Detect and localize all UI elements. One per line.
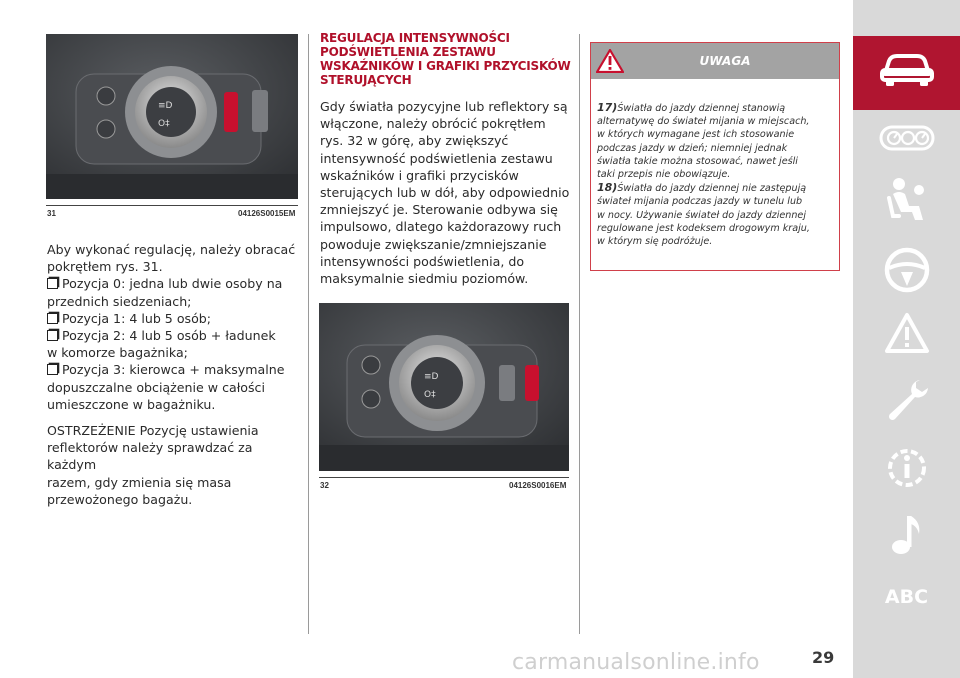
chapter-tab-index[interactable]: ABC — [884, 586, 929, 608]
figure-31-code: 04126S0015EM — [238, 209, 296, 218]
warning-note-line: przewożonego bagażu. — [47, 491, 193, 507]
column-divider-left — [308, 34, 309, 634]
column-divider-right — [579, 34, 580, 634]
list-item: Pozycja 0: jedna lub dwie osoby na — [47, 275, 305, 292]
svg-text:O‡: O‡ — [424, 390, 436, 400]
figure-32-caption-rule — [319, 477, 569, 478]
list-item-continuation: w komorze bagażnika; — [47, 345, 188, 361]
note-number: 17) — [597, 101, 618, 114]
warning-note-line: razem, gdy zmienia się masa — [47, 474, 232, 490]
section-body-text: Gdy światła pozycyjne lub reflektory są włączone, należy obrócić pokrętłem rys. 32 w górę, aby zwiększyć intensywność podświetlenia zestawu wskaźników i grafiki przycisków sterujących lub w dół, aby odpowiednio zmniejszyć je. Sterowanie odbywa się impulsowo, dlatego każdorazowy ruch powoduje zwiększanie/zmniejszanie intensywności podświetlenia, do maksymalnie siedmiu poziomów. — [320, 99, 570, 287]
list-item-continuation: przednich siedzeniach; — [47, 293, 192, 309]
dashboard-gauges-icon — [879, 125, 935, 151]
chapter-tab-multimedia[interactable] — [853, 512, 960, 556]
chapter-tab-dashboard[interactable] — [853, 125, 960, 151]
chapter-tab-emergency[interactable] — [853, 312, 960, 354]
warning-box-title: UWAGA — [699, 54, 751, 68]
note-number: 18) — [597, 181, 618, 195]
list-item: Pozycja 2: 4 lub 5 osób + ładunek — [47, 327, 305, 344]
checkbox-bullet-icon — [47, 330, 58, 341]
chapter-tab-maintenance[interactable] — [853, 376, 960, 422]
info-gear-icon — [883, 444, 931, 492]
chapter-tab-technical-data[interactable] — [853, 444, 960, 492]
checkbox-bullet-icon — [47, 364, 58, 375]
warning-note-line: OSTRZEŻENIE Pozycję ustawienia — [47, 423, 259, 439]
intro-line: Aby wykonać regulację, należy obracać — [47, 242, 296, 257]
warning-note-line: reflektorów należy sprawdzać za każdym — [47, 440, 253, 473]
figure-31-number: 31 — [47, 209, 56, 218]
svg-text:≡D: ≡D — [158, 101, 173, 111]
music-note-icon — [887, 512, 927, 556]
chapter-tab-safety[interactable] — [853, 176, 960, 224]
warning-box — [590, 42, 840, 271]
seat-occupant-icon — [883, 176, 931, 224]
chapter-tab-car[interactable] — [853, 44, 960, 88]
warning-box-text: 17)Światła do jazdy dziennej stanowią alternatywę do świateł mijania w miejscach, w których wymagane jest ich stosowanie podczas jazdy w dzień; niemniej jednak światła takie można stosować, nawet jeśli taki przepis nie obowiązuje. 18)Światła do jazdy dziennej nie zastępują świateł mijania podczas jazdy w tunelu lub w nocy. Używanie świateł do jazdy dziennej regulowane jest kodeksem drogowym kraju, w którym się podróżuje. — [597, 101, 810, 248]
watermark-text: carmanualsonline.info — [512, 650, 760, 675]
warning-box-header — [591, 43, 839, 79]
car-icon — [877, 44, 937, 88]
list-item-continuation: umieszczone w bagażniku. — [47, 396, 216, 412]
wrench-icon — [884, 376, 930, 422]
svg-text:O‡: O‡ — [158, 119, 170, 129]
list-item: Pozycja 3: kierowca + maksymalne — [47, 361, 305, 378]
left-column-text — [47, 241, 305, 508]
chapter-tab-starting[interactable] — [853, 246, 960, 294]
list-item-continuation: dopuszczalne obciążenie w całości — [47, 379, 265, 395]
intro-line: pokrętłem rys. 31. — [47, 259, 163, 275]
checkbox-bullet-icon — [47, 278, 58, 289]
section-heading: REGULACJA INTENSYWNOŚCI PODŚWIETLENIA ZESTAWU WSKAŹNIKÓW I GRAFIKI PRZYCISKÓW STERUJĄCYCH — [320, 31, 571, 87]
warning-triangle-icon — [884, 312, 930, 354]
steering-wheel-icon — [883, 246, 931, 294]
figure-31-caption-rule — [46, 205, 298, 206]
figure-32-code: 04126S0016EM — [509, 481, 567, 490]
svg-text:≡D: ≡D — [424, 372, 439, 382]
checkbox-bullet-icon — [47, 313, 58, 324]
figure-31-photo — [46, 34, 298, 199]
figure-32-number: 32 — [320, 481, 329, 490]
chapter-sidebar — [853, 0, 960, 678]
page-number: 29 — [812, 648, 835, 667]
list-item: Pozycja 1: 4 lub 5 osób; — [47, 310, 305, 327]
figure-32-photo — [319, 303, 569, 471]
